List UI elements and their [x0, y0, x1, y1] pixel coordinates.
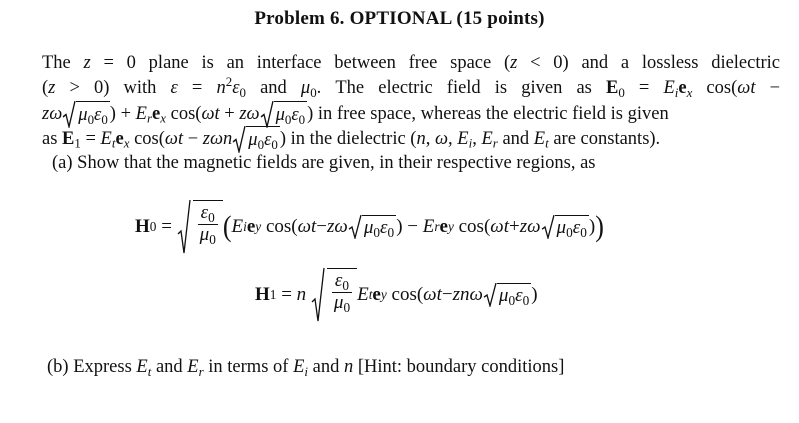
problem-statement — [42, 51, 780, 176]
part-b-text: (b) Express $E_t$ and $E_r$ in terms of $E_i$ and n [Hint: boundary conditions] — [47, 357, 565, 379]
part-b — [42, 355, 780, 380]
statement-line-4: as $E_1 = E_te_x$ cos(ωt − zωn $\mu_0\varepsilon_0$ ) in the dielectric (n, ω, $E_i$, $E_r$ and $E_t$ are constants). — [42, 126, 780, 151]
equation-h1: H 1 = n $\frac{\varepsilon_0}{\mu_0}$ E t e y cos( ωt − znω $\mu_0\varepsilon_0$ ) — [255, 266, 538, 324]
statement-line-2: (z > 0) with $\varepsilon = n^2\varepsilon_0$ and $\mu_0$. The electric field is given as $E_0 = E_ie_x$ cos(ωt − — [42, 73, 781, 100]
equation-h0: H 0 = $\frac{\varepsilon_0}{\mu_0}$ ( E i e y cos( ωt − zω $\mu_0\varepsilon_0$ ) − E r e y cos( ωt + zω $\mu_0\varepsilon_0$ ) ) — [135, 198, 604, 256]
statement-line-3: zω $\mu_0\varepsilon_0$ ) + $E_re_x$ cos(ωt + zω $\mu_0\varepsilon_0$ ) in free space, whereas the electric field is given — [42, 101, 780, 126]
part-a-text: (a) Show that the magnetic fields are given, in their respective regions, as — [52, 153, 596, 173]
problem-title: Problem 6. OPTIONAL (15 points) — [254, 8, 545, 29]
statement-line-1: The z = 0 plane is an interface between free space (z < 0) and a lossless dielectric — [42, 53, 781, 73]
